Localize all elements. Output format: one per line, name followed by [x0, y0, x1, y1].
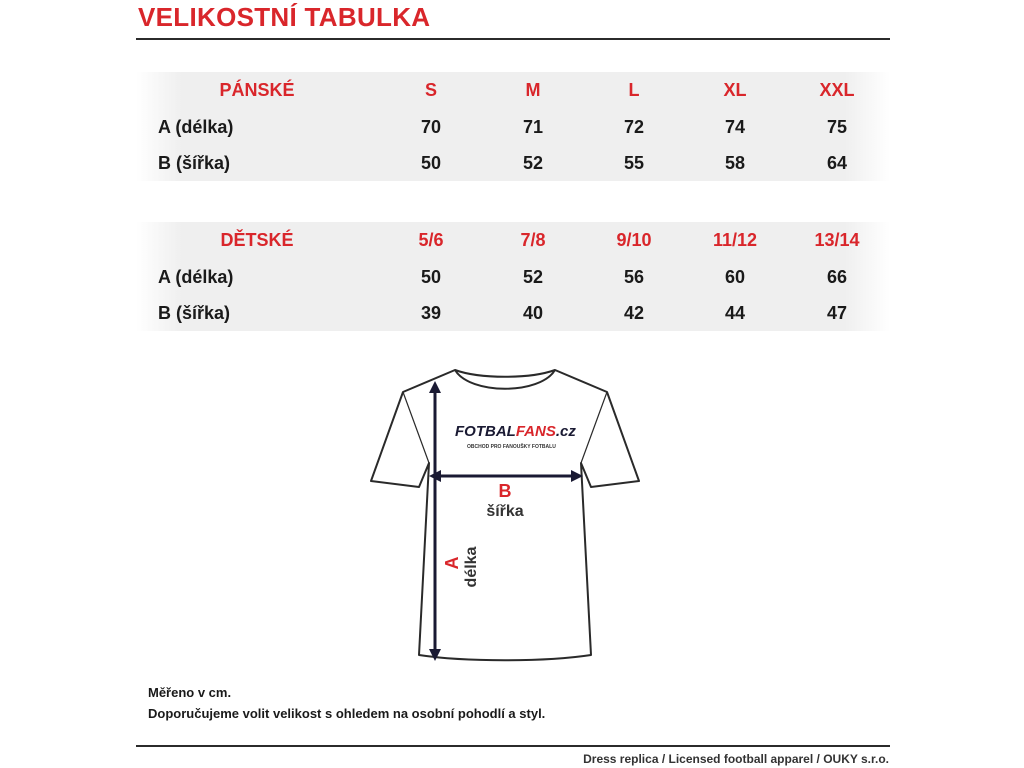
table-cell: 56 [623, 267, 645, 287]
mens-length-row [136, 109, 890, 146]
size-header-9-10: 9/10 [616, 230, 652, 250]
table-cell: 71 [522, 117, 544, 137]
size-header-l: L [628, 80, 640, 100]
table-cell: 58 [724, 153, 746, 173]
kids-length-row [136, 259, 890, 296]
table-cell: 72 [623, 117, 645, 137]
table-cell: 39 [420, 303, 442, 323]
mens-size-table [136, 72, 890, 181]
row-label: B (šířka) [158, 303, 231, 323]
table-cell: 66 [826, 267, 848, 287]
logo-wordmark: FOTBALFANS.cz [455, 423, 576, 440]
width-letter: B [498, 481, 512, 501]
notes-unit: Měřeno v cm. [148, 685, 232, 700]
kids-header-row [136, 222, 890, 259]
table-cell: 52 [522, 267, 544, 287]
kids-size-table [136, 222, 890, 331]
table-cell: 50 [420, 267, 442, 287]
size-header-xl: XL [723, 80, 747, 100]
length-word: délka [463, 546, 480, 588]
footer-divider [136, 745, 890, 747]
mens-category-label: PÁNSKÉ [219, 80, 295, 100]
table-cell: 74 [724, 117, 746, 137]
table-cell: 55 [623, 153, 645, 173]
table-cell: 75 [826, 117, 848, 137]
measurement-notes [148, 682, 545, 724]
size-header-m: M [525, 80, 541, 100]
page-title: VELIKOSTNÍ TABULKA [138, 2, 431, 32]
size-header-13-14: 13/14 [814, 230, 860, 250]
size-header-5-6: 5/6 [418, 230, 444, 250]
logo-tagline: OBCHOD PRO FANOUŠKY FOTBALU [467, 444, 556, 450]
tshirt-diagram [355, 365, 655, 665]
mens-header-row [136, 72, 890, 109]
length-letter: A [442, 556, 462, 570]
kids-category-label: DĚTSKÉ [220, 230, 294, 250]
notes-recommendation: Doporučujeme volit velikost s ohledem na osobní pohodlí a styl. [148, 706, 546, 721]
kids-width-row [136, 296, 890, 331]
size-header-7-8: 7/8 [520, 230, 546, 250]
table-cell: 40 [522, 303, 544, 323]
title-divider [136, 38, 890, 40]
footer-text: Dress replica / Licensed football apparel / OUKY s.r.o. [583, 752, 889, 766]
table-cell: 42 [623, 303, 645, 323]
width-word: šířka [486, 503, 524, 520]
table-cell: 50 [420, 153, 442, 173]
size-header-11-12: 11/12 [712, 230, 758, 250]
table-cell: 64 [826, 153, 848, 173]
row-label: B (šířka) [158, 153, 231, 173]
table-cell: 60 [724, 267, 746, 287]
size-header-xxl: XXL [819, 80, 855, 100]
size-header-s: S [424, 80, 437, 100]
row-label: A (délka) [158, 117, 234, 137]
mens-width-row [136, 146, 890, 181]
row-label: A (délka) [158, 267, 234, 287]
table-cell: 44 [724, 303, 746, 323]
table-cell: 47 [826, 303, 848, 323]
table-cell: 70 [420, 117, 442, 137]
table-cell: 52 [522, 153, 544, 173]
